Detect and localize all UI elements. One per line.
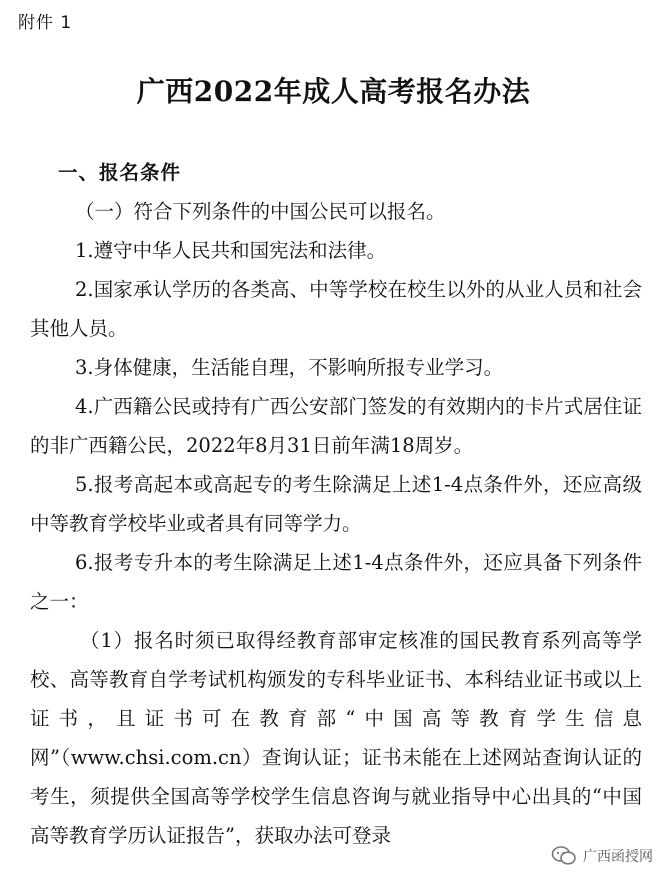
attachment-label: 附件 1: [18, 13, 73, 33]
document-title: 广西2022年成人高考报名办法: [136, 75, 531, 108]
document-body: [30, 192, 642, 855]
watermark-text: 广西函授网: [583, 849, 653, 865]
paragraph-item-6: 6.报考专升本的考生除满足上述1-4点条件外，还应具备下列条件之一：: [30, 551, 642, 613]
paragraph-item-5: 5.报考高起本或高起专的考生除满足上述1-4点条件外，还应高级中等教育学校毕业或者具有同等学力。: [30, 473, 642, 535]
paragraph-item-4: 4.广西籍公民或持有广西公安部门签发的有效期内的卡片式居住证的非广西籍公民，2022年8月31日前年满18周岁。: [30, 395, 642, 457]
paragraph-item-2: 2.国家承认学历的各类高、中等学校在校生以外的从业人员和社会其他人员。: [30, 278, 642, 340]
watermark: [551, 845, 653, 867]
paragraph-item-1: 1.遵守中华人民共和国宪法和法律。: [75, 239, 387, 262]
section-heading: 一、报名条件: [58, 161, 182, 184]
paragraph-intro: （一）符合下列条件的中国公民可以报名。: [75, 200, 446, 223]
wechat-channel-icon: [551, 845, 577, 867]
paragraph-item-3: 3.身体健康，生活能自理，不影响所报专业学习。: [75, 356, 504, 379]
paragraph-subitem-1: （1）报名时须已取得经教育部审定核准的国民教育系列高等学校、高等教育自学考试机构颁发的专科毕业证书、本科结业证书或以上证书，且证书可在教育部“中国高等教育学生信息网”（www.chsi.com.cn）查询认证；证书未能在上述网站查询认证的考生，须提供全国高等学校学生信息咨询与就业指导中心出具的“中国高等教育学历认证报告”，获取办法可登录: [30, 629, 642, 847]
